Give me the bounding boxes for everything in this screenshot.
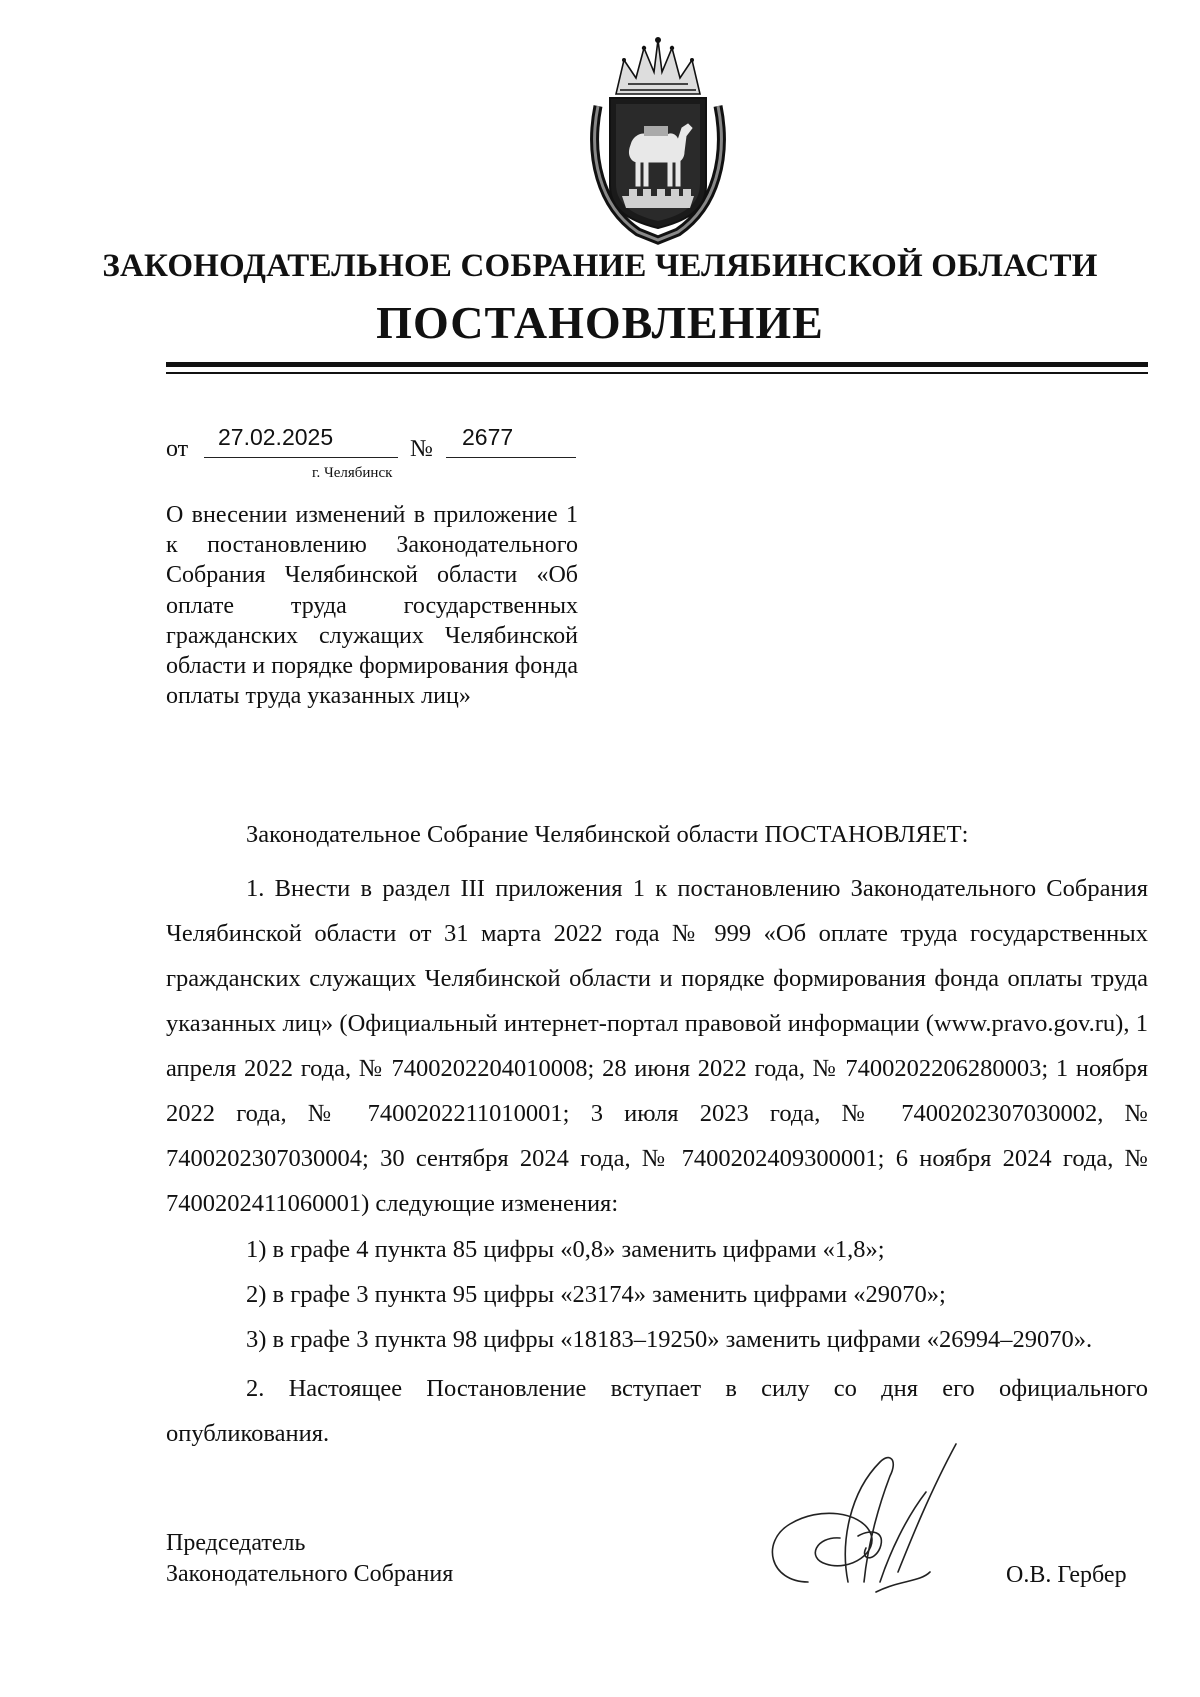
change-item-2: 2) в графе 3 пункта 95 цифры «23174» заменить цифрами «29070»;: [246, 1281, 946, 1308]
number-prefix: №: [410, 436, 433, 462]
signer-position-line-1: Председатель: [166, 1530, 306, 1556]
document-subject: О внесении изменений в приложение 1 к постановлению Законодательного Собрания Челябинской области «Об оплате труда государственных гражданских служащих Челябинской области и порядке формирования фонда оплаты труда указанных лиц»: [166, 502, 578, 710]
header-divider-thin: [166, 372, 1148, 374]
coat-of-arms-emblem: [578, 36, 738, 246]
paragraph-2: 2. Настоящее Постановление вступает в силу со дня его официального опубликования.: [166, 1375, 1148, 1447]
document-date: 27.02.2025: [204, 424, 398, 458]
change-item-1: 1) в графе 4 пункта 85 цифры «0,8» заменить цифрами «1,8»;: [246, 1236, 885, 1263]
document-type-title: ПОСТАНОВЛЕНИЕ: [376, 297, 824, 348]
change-item-3: 3) в графе 3 пункта 98 цифры «18183–19250» заменить цифрами «26994–29070».: [246, 1326, 1093, 1353]
document-number: 2677: [446, 424, 576, 458]
paragraph-1: 1. Внести в раздел III приложения 1 к постановлению Законодательного Собрания Челябинской области от 31 марта 2022 года № 999 «Об оплате труда государственных гражданских служащих Челябинской области и порядке формирования фонда оплаты труда указанных лиц» (Официальный интернет-портал правовой информации (www.pravo.gov.ru), 1 апреля 2022 года, № 7400202204010008; 28 июня 2022 года, № 7400202206280003; 1 ноября 2022 года, № 7400202211010001; 3 июля 2023 года, № 7400202307030002, № 7400202307030004; 30 сентября 2024 года, № 7400202409300001; 6 ноября 2024 года, № 7400202411060001) следующие изменения:: [166, 875, 1148, 1217]
signer-name: О.В. Гербер: [1006, 1562, 1127, 1588]
organization-title: ЗАКОНОДАТЕЛЬНОЕ СОБРАНИЕ ЧЕЛЯБИНСКОЙ ОБЛАСТИ: [102, 248, 1098, 284]
date-prefix: от: [166, 436, 189, 462]
handwritten-signature: [730, 1432, 980, 1602]
resolution-intro: Законодательное Собрание Челябинской области ПОСТАНОВЛЯЕТ:: [246, 821, 969, 848]
header-divider-thick: [166, 362, 1148, 367]
signer-position: [166, 1528, 453, 1590]
signer-position-line-2: Законодательного Собрания: [166, 1561, 454, 1587]
document-city: г. Челябинск: [312, 465, 393, 481]
